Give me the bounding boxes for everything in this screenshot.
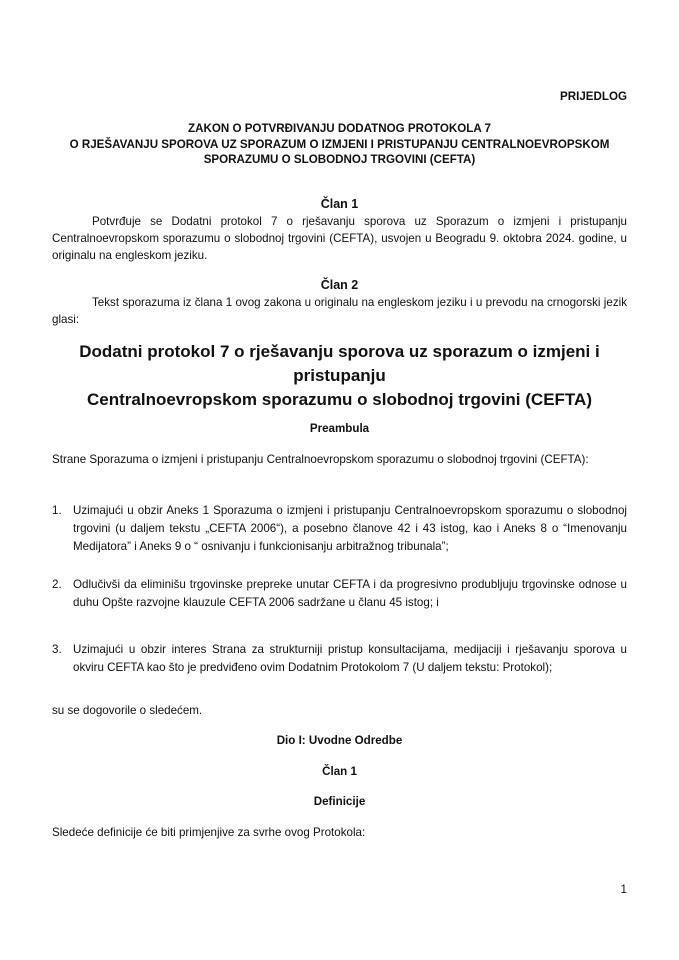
list-item <box>52 502 627 556</box>
part-article-heading: Član 1 <box>322 764 357 778</box>
part-heading: Dio I: Uvodne Odredbe <box>276 733 403 747</box>
item-text: Uzimajući u obzir interes Strana za strukturniji pristup konsultacijama, medijaciji i rješavanju sporova u okviru CEFTA kao što je predviđeno ovim Dodatnim Protokolom 7 (U daljem tekstu: Protokol); <box>73 642 627 674</box>
item-number: 1. <box>52 503 62 517</box>
definitions-intro: Sledeće definicije će biti primjenjive za svrhe ovog Protokola: <box>52 825 366 839</box>
law-title <box>52 121 627 168</box>
item-text: Uzimajući u obzir Aneks 1 Sporazuma o izmjeni i pristupanju Centralnoevropskom sporazumu o slobodnoj trgovini (u daljem tekstu „CEFTA 2006“), a posebno članove 42 i 43 istog, kao i Aneks 8 o “Imenovanju Medijatora” i Aneks 9 o “ osnivanju i funkcionisanju arbitražnog tribunala”; <box>73 503 627 553</box>
protocol-title-line: Centralnoevropskom sporazumu o slobodnoj trgovini (CEFTA) <box>87 389 592 409</box>
title-line: SPORAZUMU O SLOBODNOJ TRGOVINI (CEFTA) <box>203 153 476 166</box>
title-line: O RJEŠAVANJU SPOROVA UZ SPORAZUM O IZMJENI I PRISTUPANJU CENTRALNOEVROPSKOM <box>69 137 610 151</box>
page-number: 1 <box>620 882 627 896</box>
article1-body: Potvrđuje se Dodatni protokol 7 o rješavanju sporova uz Sporazum o izmjeni i pristupanju Centralnoevropskom sporazumu o slobodnoj trgovini (CEFTA), usvojen u Beogradu 9. oktobra 2024. godine, u originalu na engleskom jeziku. <box>52 214 627 262</box>
protocol-title <box>52 340 627 412</box>
draft-label: PRIJEDLOG <box>560 90 627 103</box>
item-number: 3. <box>52 642 62 656</box>
item-number: 2. <box>52 577 62 591</box>
article1-text <box>52 213 627 264</box>
item-text: Odlučivši da eliminišu trgovinske prepreke unutar CEFTA i da progresivno produbljuju trgovinske odnose u duhu Opšte razvojne klauzule CEFTA 2006 sadržane u članu 45 istog; i <box>73 577 627 609</box>
article2-text <box>52 294 627 328</box>
article2-body: Tekst sporazuma iz člana 1 ovog zakona u originalu na engleskom jeziku i u prevodu na crnogorski jezik glasi: <box>52 295 627 326</box>
protocol-title-line: Dodatni protokol 7 o rješavanju sporova uz sporazum o izmjeni i pristupanju <box>79 341 600 385</box>
preamble-intro: Strane Sporazuma o izmjeni i pristupanju Centralnoevropskom sporazumu o slobodnoj trgovini (CEFTA): <box>52 452 589 466</box>
article1-heading: Član 1 <box>320 196 359 211</box>
article2-heading: Član 2 <box>320 277 359 292</box>
agreed-text: su se dogovorile o sledećem. <box>52 703 203 717</box>
definitions-heading: Definicije <box>313 794 366 808</box>
title-line: ZAKON O POTVRĐIVANJU DODATNOG PROTOKOLA 7 <box>188 122 491 135</box>
list-item <box>52 641 627 677</box>
list-item <box>52 576 627 612</box>
preamble-heading: Preambula <box>309 421 370 435</box>
